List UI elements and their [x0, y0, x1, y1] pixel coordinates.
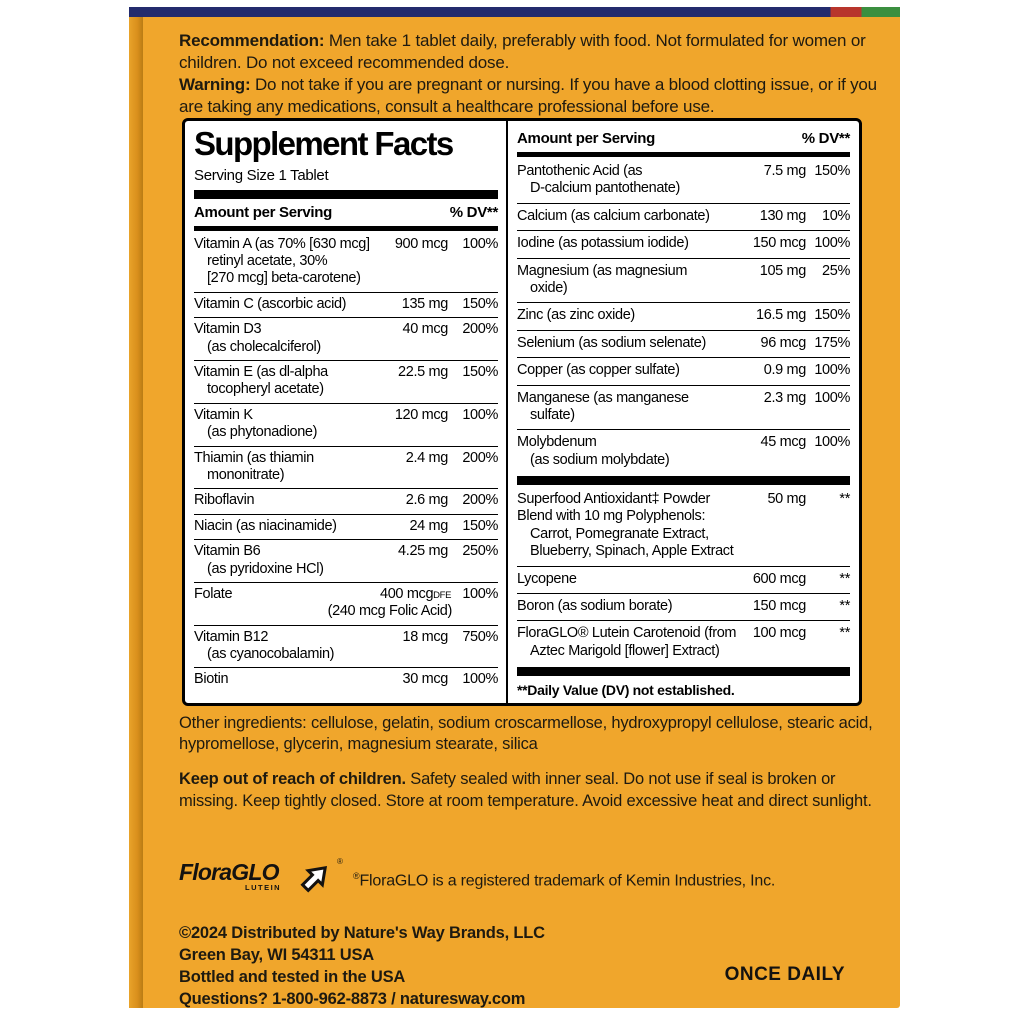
nutrient-row	[517, 302, 850, 329]
nutrient-amount: 18 mcg	[402, 628, 448, 645]
nutrient-row	[194, 625, 498, 668]
nutrient-dv: 25%	[822, 262, 850, 279]
nutrient-name-continued: (as cyanocobalamin)	[207, 646, 335, 663]
nutrient-amount: 150 mcg	[752, 598, 806, 615]
nutrient-amount: 135 mg	[401, 295, 448, 312]
floraglo-logo	[179, 857, 343, 903]
nutrient-name: Pantothenic Acid (as	[517, 163, 643, 179]
nutrient-amount: 0.9 mg	[763, 362, 806, 379]
nutrient-dv: 250%	[462, 543, 498, 560]
nutrient-row	[194, 446, 498, 489]
nutrient-name: Boron (as sodium borate)	[517, 598, 673, 615]
nutrient-amount: 16.5 mg	[756, 307, 806, 324]
nutrient-amount: 600 mcg	[752, 570, 806, 587]
nutrient-amount: 120 mcg	[394, 406, 448, 423]
recommendation-body: Men take 1 tablet daily, preferably with food. Not formulated for women or children. Do not exceed recommended dose.	[179, 31, 866, 73]
nutrient-dv: **	[839, 598, 850, 615]
facts-left-column	[185, 121, 508, 703]
nutrient-row	[194, 514, 498, 539]
nutrient-amount: 4.25 mg	[398, 543, 448, 560]
right-column-header	[517, 127, 850, 150]
nutrient-name: Iodine (as potassium iodide)	[517, 235, 689, 252]
nutrient-row	[517, 159, 850, 203]
nutrient-dv: **	[839, 625, 850, 642]
product-back-panel	[129, 7, 900, 1008]
nutrient-row	[194, 317, 498, 360]
nutrient-name: Vitamin A (as 70% [630 mcg]	[194, 235, 370, 252]
recommendation-text	[179, 30, 879, 118]
nutrient-dv: 100%	[462, 585, 498, 602]
nutrient-row	[194, 233, 498, 292]
nutrient-row	[517, 385, 850, 430]
recommendation-label: Recommendation:	[179, 31, 325, 50]
nutrient-name: Vitamin B6	[194, 543, 261, 560]
nutrient-amount: 22.5 mg	[398, 363, 448, 380]
other-ingredients-label: Other ingredients:	[179, 714, 307, 732]
amount-per-serving-header: Amount per Serving	[194, 203, 332, 221]
nutrient-name-continued: oxide)	[530, 279, 568, 296]
floraglo-arrow-icon	[297, 859, 335, 895]
other-ingredients-list: cellulose, gelatin, sodium croscarmellose, hydroxypropyl cellulose, stearic acid, hypromellose, glycerin, magnesium stearate, silica	[179, 714, 873, 754]
nutrient-name-continued: Blueberry, Spinach, Apple Extract	[530, 543, 734, 560]
nutrient-row	[194, 582, 498, 625]
nutrient-name-continued: sulfate)	[530, 406, 575, 423]
nutrient-row	[194, 488, 498, 513]
nutrient-amount: 130 mg	[759, 207, 806, 224]
nutrient-dv: **	[839, 491, 850, 508]
once-daily-badge: ONCE DAILY	[724, 964, 845, 985]
nutrient-name-continued: (240 mcg Folic Acid)	[327, 603, 452, 620]
nutrient-row	[517, 330, 850, 357]
facts-right-column	[508, 121, 859, 703]
nutrient-dv: 150%	[462, 363, 498, 380]
nutrient-dv: 200%	[462, 321, 498, 338]
separator-bar	[517, 152, 850, 157]
nutrient-name: Vitamin E (as dl-alpha	[194, 363, 328, 380]
nutrient-dv: 100%	[462, 406, 498, 423]
nutrient-amount: 105 mg	[759, 262, 806, 279]
distributor-line3: Bottled and tested in the USA	[179, 967, 406, 986]
nutrient-name-continued: Carrot, Pomegranate Extract,	[530, 525, 709, 542]
other-ingredients	[179, 713, 879, 756]
nutrient-amount: 150 mcg	[752, 235, 806, 252]
nutrient-amount: 30 mcg	[402, 671, 448, 688]
nutrient-name: Folate	[194, 585, 233, 602]
keep-out-of-reach	[179, 769, 879, 813]
nutrient-row	[194, 403, 498, 446]
nutrient-name-continued: retinyl acetate, 30%	[207, 253, 328, 270]
amount-per-serving-header: Amount per Serving	[517, 130, 655, 147]
floraglo-lutein-text: LUTEIN	[245, 883, 282, 892]
separator-bar	[194, 190, 498, 199]
nutrient-name: Niacin (as niacinamide)	[194, 517, 337, 534]
nutrient-amount: 2.4 mg	[405, 449, 448, 466]
nutrient-name: Manganese (as manganese	[517, 389, 689, 406]
nutrient-amount: 50 mg	[767, 491, 806, 508]
daily-value-footnote: **Daily Value (DV) not established.	[517, 682, 735, 699]
nutrient-name: Calcium (as calcium carbonate)	[517, 207, 710, 224]
right-nutrient-rows	[517, 159, 850, 678]
box-top-edge-strip	[129, 7, 900, 17]
floraglo-trademark-text	[353, 871, 775, 890]
nutrient-name: Riboflavin	[194, 492, 255, 509]
nutrient-name: Molybdenum	[517, 434, 597, 451]
nutrient-amount: 2.6 mg	[405, 492, 448, 509]
nutrient-dv: 150%	[814, 307, 850, 324]
nutrient-name: FloraGLO® Lutein Carotenoid (from	[517, 625, 737, 642]
nutrient-row	[194, 667, 498, 692]
distributor-block	[179, 923, 799, 1011]
nutrient-amount: 100 mcg	[752, 625, 806, 642]
nutrient-dv: 750%	[462, 628, 498, 645]
distributor-line2: Green Bay, WI 54311 USA	[179, 945, 375, 964]
box-left-fold	[129, 17, 143, 1008]
nutrient-row	[517, 357, 850, 384]
nutrient-dv: 100%	[462, 671, 498, 688]
nutrient-dv: 100%	[814, 434, 850, 451]
nutrient-name: Magnesium (as magnesium	[517, 262, 688, 279]
nutrient-row	[517, 203, 850, 230]
distributor-line1: ©2024 Distributed by Nature's Way Brands, LLC	[179, 924, 545, 942]
nutrient-dv: 100%	[462, 235, 498, 252]
nutrient-row	[194, 292, 498, 317]
keep-out-body: Safety sealed with inner seal. Do not use if seal is broken or missing. Keep tightly closed. Store at room temperature. Avoid excessive heat and direct sunlight.	[179, 770, 872, 810]
nutrient-dv: 150%	[462, 517, 498, 534]
nutrient-name-continued: tocopheryl acetate)	[207, 381, 324, 398]
amount-unit-suffix: DFE	[433, 589, 452, 601]
trademark-body: FloraGLO is a registered trademark of Kemin Industries, Inc.	[359, 872, 776, 890]
nutrient-name: Vitamin K	[194, 406, 253, 423]
nutrient-dv: 100%	[814, 235, 850, 252]
left-column-header	[194, 201, 498, 224]
nutrient-name: Superfood Antioxidant‡ Powder	[517, 491, 710, 508]
nutrient-name-continued: (as pyridoxine HCl)	[207, 560, 324, 577]
nutrient-dv: 100%	[814, 362, 850, 379]
nutrient-name: Selenium (as sodium selenate)	[517, 334, 706, 351]
dv-header: % DV**	[449, 203, 498, 221]
nutrient-name: Zinc (as zinc oxide)	[517, 307, 635, 324]
nutrient-dv: 10%	[822, 207, 850, 224]
nutrient-amount: 7.5 mg	[763, 163, 806, 179]
questions-contact: 1-800-962-8873 / naturesway.com	[267, 989, 526, 1008]
nutrient-name-continued: Aztec Marigold [flower] Extract)	[530, 642, 720, 659]
nutrient-name: Lycopene	[517, 570, 577, 587]
nutrient-name-continued: (as cholecalciferol)	[207, 338, 321, 355]
nutrient-row	[194, 539, 498, 582]
warning-body: Do not take if you are pregnant or nursing. If you have a blood clotting issue, or if you are taking any medications, consult a healthcare professional before use.	[179, 75, 877, 117]
nutrient-dv: 150%	[814, 163, 850, 179]
nutrient-dv: 200%	[462, 492, 498, 509]
nutrient-name: Vitamin C (ascorbic acid)	[194, 295, 347, 312]
keep-out-label: Keep out of reach of children.	[179, 770, 406, 788]
nutrient-row	[517, 620, 850, 665]
nutrient-dv: 150%	[462, 295, 498, 312]
nutrient-dv: 100%	[814, 389, 850, 406]
nutrient-name: Thiamin (as thiamin	[194, 449, 314, 466]
serving-size: Serving Size 1 Tablet	[194, 166, 329, 184]
nutrient-name: Biotin	[194, 671, 229, 688]
nutrient-row	[194, 360, 498, 403]
nutrient-amount: 24 mg	[409, 517, 448, 534]
separator-bar	[517, 667, 850, 676]
nutrient-amount: 40 mcg	[402, 321, 448, 338]
nutrient-name: Vitamin D3	[194, 321, 262, 338]
nutrient-name-continued: (as phytonadione)	[207, 424, 318, 441]
nutrient-row	[517, 593, 850, 620]
nutrient-name-continued: mononitrate)	[207, 466, 285, 483]
nutrient-row	[517, 230, 850, 257]
supplement-facts-title: Supplement Facts	[194, 125, 453, 162]
nutrient-amount: 400 mcgDFE	[380, 585, 452, 602]
nutrient-name-continued: Blend with 10 mg Polyphenols:	[517, 508, 706, 525]
nutrient-name: Copper (as copper sulfate)	[517, 362, 680, 379]
nutrient-row	[517, 566, 850, 593]
nutrient-row	[517, 429, 850, 474]
nutrient-dv: 200%	[462, 449, 498, 466]
nutrient-name-continued: D-calcium pantothenate)	[530, 180, 680, 197]
nutrient-dv: 175%	[814, 334, 850, 351]
nutrient-amount: 2.3 mg	[763, 389, 806, 406]
nutrient-name-continued: [270 mcg] beta-carotene)	[207, 270, 361, 287]
left-nutrient-rows	[194, 233, 498, 693]
warning-label: Warning:	[179, 75, 251, 95]
floraglo-logo-registered-mark: ®	[337, 857, 343, 866]
supplement-facts-panel	[182, 118, 862, 706]
registered-mark: ®	[353, 871, 360, 882]
nutrient-row	[517, 258, 850, 303]
separator-bar	[517, 476, 850, 485]
separator-bar	[194, 226, 498, 231]
dv-header: % DV**	[801, 130, 850, 147]
floraglo-logo-text: FloraGLO	[179, 859, 279, 885]
nutrient-name-continued: (as sodium molybdate)	[530, 451, 670, 468]
nutrient-name: Vitamin B12	[194, 628, 269, 645]
nutrient-amount: 45 mcg	[760, 434, 806, 451]
nutrient-amount: 900 mcg	[394, 235, 448, 252]
nutrient-dv: **	[839, 570, 850, 587]
nutrient-row	[517, 487, 850, 566]
questions-label: Questions?	[179, 989, 268, 1008]
floraglo-trademark-row	[179, 859, 899, 903]
nutrient-amount: 96 mcg	[760, 334, 806, 351]
